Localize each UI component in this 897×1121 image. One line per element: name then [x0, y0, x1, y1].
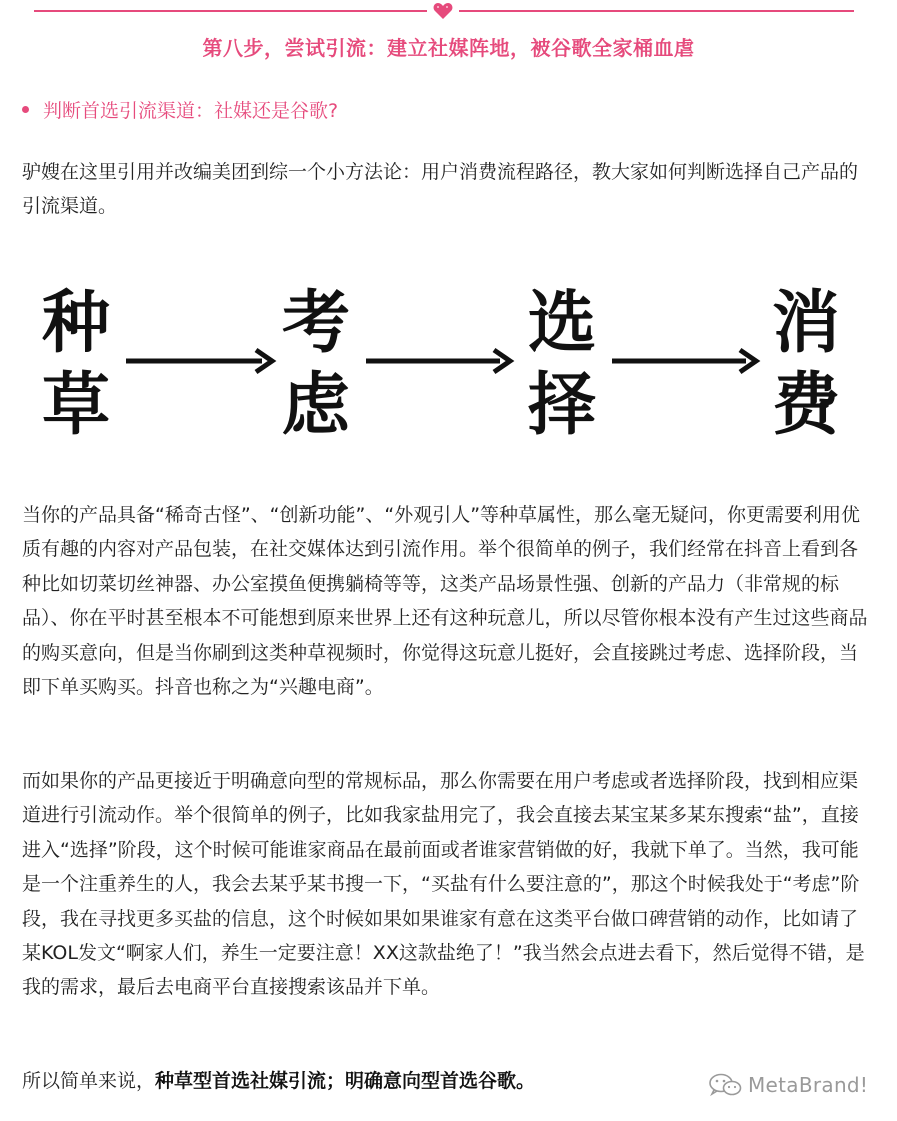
- bullet-text: 判断首选引流渠道：社媒还是谷歌?: [43, 99, 339, 122]
- flow-arrow-3: [612, 350, 756, 372]
- flow-stage-1-bottom: 草: [41, 366, 111, 445]
- paragraph-intent-search: 而如果你的产品更接近于明确意向型的常规标品，那么你需要在用户考虑或者选择阶段，找到相应渠道进行引流动作。举个很简单的例子，比如我家盐用完了，我会直接去某宝某多某东搜索“盐”，直接进入“选择”阶段，这个时候可能谁家商品在最前面或者谁家营销做的好，我就下单了。当然，我可能是一个注重养生的人，我会去某乎某书搜一下，“买盐有什么要注意的”，那这个时候我处于“考虑”阶段，我在寻找更多买盐的信息，这个时候如果如果谁家有意在这类平台做口碑营销的动作，比如请了某KOL发文“啊家人们，养生一定要注意！XX这款盐绝了！”我当然会点进去看下，然后觉得不错，是我的需求，最后去电商平台直接搜索该品并下单。: [22, 770, 865, 999]
- intro-paragraph: 驴嫂在这里引用并改编美团到综一个小方法论：用户消费流程路径，教大家如何判断选择自己产品的引流渠道。: [22, 161, 859, 218]
- flow-diagram: [22, 262, 872, 462]
- flow-stage-4-bottom: 费: [771, 366, 841, 445]
- flow-stage-4-top: 消: [771, 284, 841, 363]
- watermark-text: MetaBrand!: [748, 1073, 869, 1097]
- bullet-item: [22, 96, 338, 122]
- conclusion-bold: 种草型首选社媒引流；明确意向型首选谷歌。: [155, 1070, 536, 1092]
- flow-stage-3-top: 选: [527, 284, 597, 363]
- wechat-icon: [708, 1073, 742, 1097]
- divider-line-right: [459, 10, 854, 12]
- conclusion-prefix: 所以简单来说，: [22, 1070, 156, 1092]
- flow-stage-2-bottom: 虑: [281, 366, 351, 445]
- flow-stage-1-top: 种: [41, 284, 111, 363]
- section-title: 第八步，尝试引流：建立社媒阵地，被谷歌全家桶血虐: [202, 36, 695, 60]
- bullet-dot-icon: [22, 106, 29, 113]
- flow-arrow-1: [126, 350, 272, 372]
- divider-line-left: [34, 10, 427, 12]
- flow-stage-2-top: 考: [281, 284, 351, 363]
- flow-stage-3-bottom: 择: [527, 366, 597, 445]
- paragraph-interest-ecommerce: 当你的产品具备“稀奇古怪”、“创新功能”、“外观引人”等种草属性，那么毫无疑问，你更需要利用优质有趣的内容对产品包装，在社交媒体达到引流作用。举个很简单的例子，我们经常在抖音上看到各种比如切菜切丝神器、办公室摸鱼便携躺椅等等，这类产品场景性强、创新的产品力（非常规的标品）、你在平时甚至根本不可能想到原来世界上还有这种玩意儿，所以尽管你根本没有产生过这些商品的购买意向，但是当你刷到这类种草视频时，你觉得这玩意儿挺好，会直接跳过考虑、选择阶段，当即下单买购买。抖音也称之为“兴趣电商”。: [22, 504, 868, 699]
- flow-arrow-2: [366, 350, 510, 372]
- watermark: [708, 1071, 868, 1099]
- heart-icon: [433, 2, 453, 20]
